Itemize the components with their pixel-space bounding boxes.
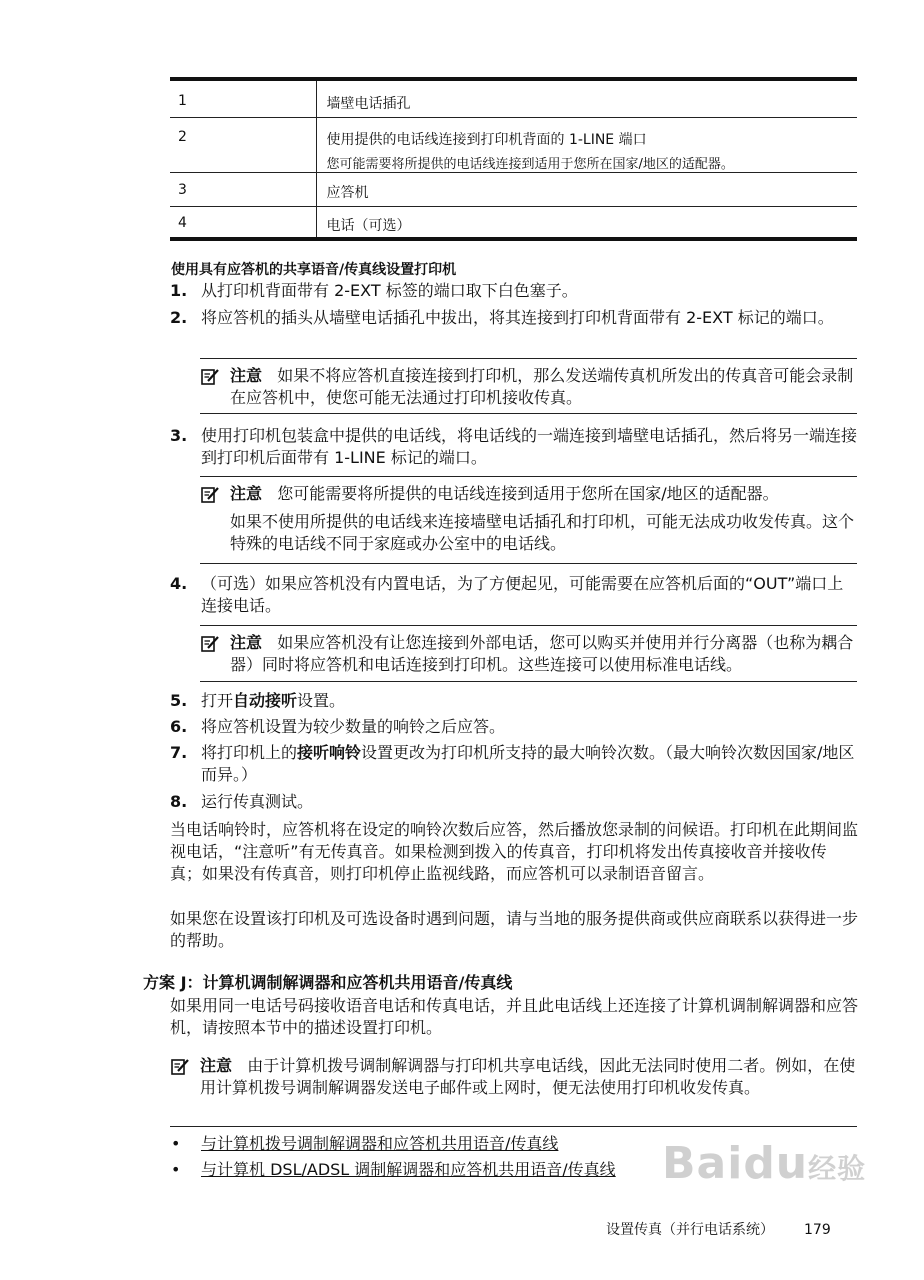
footer-section: 设置传真（并行电话系统） [606, 1222, 774, 1238]
step-text: 使用打印机包装盒中提供的电话线，将电话线的一端连接到墙壁电话插孔，然后将另一端连接到打印机后面带有 1-LINE 标记的端口。 [201, 426, 858, 467]
row-description-line: 使用提供的电话线连接到打印机背面的 1-LINE 端口 [326, 131, 647, 148]
note-pencil-icon [200, 367, 220, 387]
step-text: （可选）如果应答机没有内置电话，为了方便起见，可能需要在应答机后面的“OUT”端口上连接电话。 [201, 574, 844, 615]
bullet-icon: • [171, 1134, 181, 1153]
step-5 [170, 690, 858, 712]
table-row [170, 79, 857, 117]
step-number: 7. [170, 743, 188, 762]
setting-name: 接听响铃 [297, 743, 362, 762]
watermark-text: Bai [662, 1138, 744, 1189]
step-2 [170, 307, 858, 329]
page-footer [606, 1219, 831, 1239]
row-number: 3 [170, 172, 316, 206]
table-row [170, 117, 857, 172]
table-row [170, 172, 857, 206]
link-modem-answering-machine[interactable]: 与计算机拨号调制解调器和应答机共用语音/传真线 [201, 1134, 559, 1153]
note-box [200, 358, 857, 414]
note-content: 您可能需要将所提供的电话线连接到适用于您所在国家/地区的适配器。 [277, 484, 779, 503]
body-paragraph: 如果您在设置该打印机及可选设备时遇到问题，请与当地的服务提供商或供应商联系以获得进一步的帮助。 [170, 909, 859, 950]
note-content: 如果应答机没有让您连接到外部电话，您可以购买并使用并行分离器（也称为耦合器）同时将应答机和电话连接到打印机。这些连接可以使用标准电话线。 [230, 633, 854, 674]
step-text-part: 将打印机上的 [201, 743, 298, 762]
setting-name: 自动接听 [233, 691, 298, 710]
step-number: 3. [170, 426, 188, 445]
legend-table [170, 77, 857, 241]
row-description [316, 117, 857, 172]
note-text [200, 1051, 857, 1099]
row-description: 应答机 [316, 172, 857, 206]
note-pencil-icon [170, 1057, 190, 1077]
note-text [230, 359, 857, 409]
plan-title: 方案 J：计算机调制解调器和应答机共用语音/传真线 [143, 973, 513, 992]
step-text [201, 742, 858, 786]
step-text-part: 设置更改为打印机所支持的最大响铃次数。（最大响铃次数因国家/地区而异。） [201, 743, 855, 784]
step-text-part: 设置。 [297, 691, 346, 710]
note-label: 注意 [230, 366, 263, 385]
step-7 [170, 742, 858, 786]
note-content: 由于计算机拨号调制解调器与打印机共享电话线，因此无法同时使用二者。例如，在使用计算机拨号调制解调器发送电子邮件或上网时，便无法使用打印机收发传真。 [200, 1056, 856, 1097]
step-3 [170, 425, 858, 469]
note-box [200, 625, 857, 682]
row-description: 电话（可选） [326, 217, 411, 234]
note-pencil-icon [200, 485, 220, 505]
row-description-line: 您可能需要将所提供的电话线连接到适用于您所在国家/地区的适配器。 [326, 156, 734, 172]
page-number: 179 [804, 1222, 831, 1238]
row-number: 1 [170, 79, 316, 117]
watermark-text: 经验 [808, 1152, 867, 1185]
body-paragraph: 如果用同一电话号码接收语音电话和传真电话，并且此电话线上还连接了计算机调制解调器和应答机，请按照本节中的描述设置打印机。 [170, 996, 859, 1037]
step-text-part: 打开 [201, 691, 234, 710]
step-text: 将应答机的插头从墙壁电话插孔中拔出，将其连接到打印机背面带有 2-EXT 标记的端口。 [201, 308, 834, 327]
step-8 [170, 791, 858, 813]
step-text [201, 690, 858, 712]
step-number: 2. [170, 308, 188, 327]
note-label: 注意 [230, 633, 263, 652]
step-number: 8. [170, 792, 188, 811]
table-row [170, 206, 857, 239]
note-box [200, 476, 857, 564]
step-text: 将应答机设置为较少数量的响铃之后应答。 [201, 717, 506, 736]
note-content-extra: 如果不使用所提供的电话线来连接墙壁电话插孔和打印机，可能无法成功收发传真。这个特殊的电话线不同于家庭或办公室中的电话线。 [230, 512, 855, 553]
step-number: 6. [170, 717, 188, 736]
note-content: 如果不将应答机直接连接到打印机，那么发送端传真机所发出的传真音可能会录制在应答机中，使您可能无法通过打印机接收传真。 [230, 366, 854, 407]
note-box [170, 1051, 857, 1127]
watermark-text: du [743, 1138, 809, 1189]
body-paragraph: 当电话响铃时，应答机将在设定的响铃次数后应答，然后播放您录制的问候语。打印机在此期间监视电话，“注意听”有无传真音。如果检测到拨入的传真音，打印机将发出传真接收音并接收传真；如果没有传真音，则打印机停止监视线路，而应答机可以录制语音留言。 [170, 820, 859, 883]
step-number: 1. [170, 281, 188, 300]
step-number: 4. [170, 574, 188, 593]
note-label: 注意 [230, 484, 263, 503]
step-1 [170, 280, 858, 302]
baidu-watermark [662, 1138, 866, 1189]
note-text [230, 626, 857, 676]
bullet-icon: • [171, 1160, 181, 1179]
note-pencil-icon [200, 634, 220, 654]
note-label: 注意 [200, 1056, 233, 1075]
step-6 [170, 716, 858, 738]
link-dsl-modem-answering-machine[interactable]: 与计算机 DSL/ADSL 调制解调器和应答机共用语音/传真线 [201, 1160, 616, 1179]
row-number: 2 [170, 117, 316, 172]
step-text: 从打印机背面带有 2-EXT 标签的端口取下白色塞子。 [201, 281, 578, 300]
row-description: 墙壁电话插孔 [316, 79, 857, 117]
section-title: 使用具有应答机的共享语音/传真线设置打印机 [171, 262, 457, 278]
note-text [230, 477, 857, 555]
row-number: 4 [170, 206, 316, 239]
step-4 [170, 573, 858, 617]
step-text: 运行传真测试。 [201, 792, 314, 811]
step-number: 5. [170, 691, 188, 710]
